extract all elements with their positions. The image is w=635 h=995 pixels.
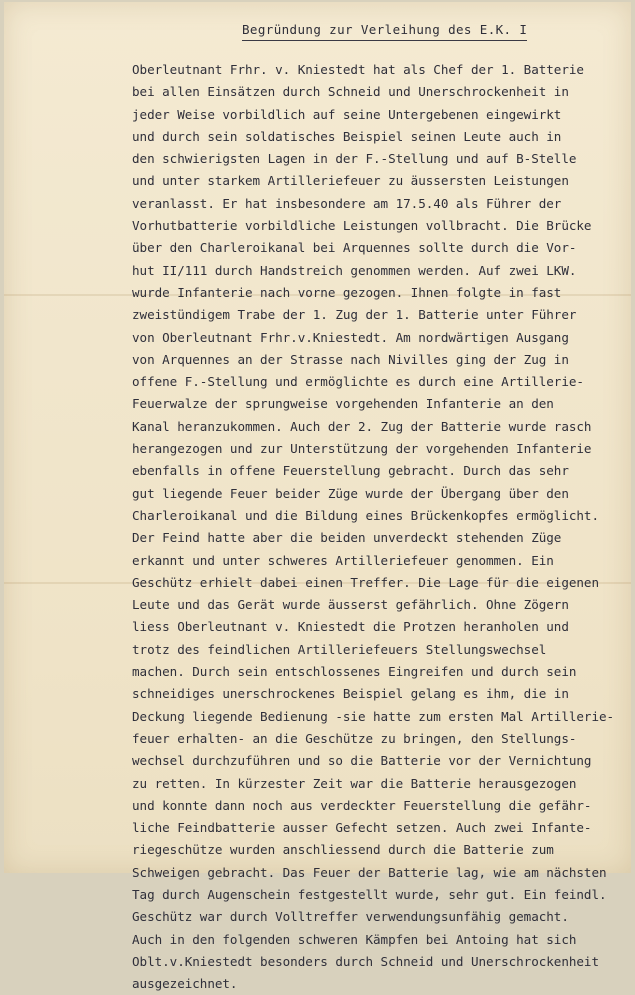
text-line: Oberleutnant Frhr. v. Kniestedt hat als Chef der 1. Batterie	[132, 62, 584, 77]
text-line: Geschütz erhielt dabei einen Treffer. Die Lage für die eigenen	[132, 574, 599, 590]
text-line: ausgezeichnet.	[132, 976, 238, 992]
text-line: Vorhutbatterie vorbildliche Leistungen vollbracht. Die Brücke	[132, 218, 592, 234]
text-line: veranlasst. Er hat insbesondere am 17.5.40 als Führer der	[132, 195, 562, 211]
text-line: machen. Durch sein entschlossenes Eingreifen und durch sein	[132, 664, 577, 680]
text-line: und unter starkem Artilleriefeuer zu äussersten Leistungen	[132, 173, 569, 189]
document-page	[4, 2, 631, 992]
text-line: zweistündigem Trabe der 1. Zug der 1. Batterie unter Führer	[132, 307, 577, 323]
text-line: wurde Infanterie nach vorne gezogen. Ihnen folgte in fast	[132, 284, 562, 300]
text-line: schneidiges unerschrockenes Beispiel gelang es ihm, die in	[132, 686, 569, 702]
text-line: herangezogen und zur Unterstützung der vorgehenden Infanterie	[132, 441, 592, 457]
text-line: erkannt und unter schweres Artilleriefeuer genommen. Ein	[132, 552, 554, 568]
text-line: feuer erhalten- an die Geschütze zu bringen, den Stellungs-	[132, 730, 577, 746]
text-line: offene F.-Stellung und ermöglichte es durch eine Artillerie-	[132, 374, 584, 390]
document-heading: Begründung zur Verleihung des E.K. I	[242, 22, 527, 41]
text-line: Charleroikanal und die Bildung eines Brückenkopfes ermöglicht.	[132, 507, 599, 523]
text-line: und konnte dann noch aus verdeckter Feuerstellung die gefähr-	[132, 797, 592, 813]
text-line: Schweigen gebracht. Das Feuer der Batterie lag, wie am nächsten	[132, 864, 607, 880]
text-line: Deckung liegende Bedienung -sie hatte zum ersten Mal Artillerie-	[132, 708, 615, 724]
document-body	[132, 59, 628, 995]
text-line: liche Feindbatterie ausser Gefecht setzen. Auch zwei Infante-	[132, 820, 592, 836]
text-line: trotz des feindlichen Artilleriefeuers Stellungswechsel	[132, 641, 547, 657]
text-line: und durch sein soldatisches Beispiel seinen Leute auch in	[132, 128, 562, 144]
text-line: von Oberleutnant Frhr.v.Kniestedt. Am nordwärtigen Ausgang	[132, 329, 569, 345]
text-line: hut II/111 durch Handstreich genommen werden. Auf zwei LKW.	[132, 262, 577, 278]
text-line: Tag durch Augenschein festgestellt wurde, sehr gut. Ein feindl.	[132, 886, 607, 902]
text-line: Feuerwalze der sprungweise vorgehenden Infanterie an den	[132, 396, 554, 412]
text-line: ebenfalls in offene Feuerstellung gebracht. Durch das sehr	[132, 463, 569, 479]
text-line: Auch in den folgenden schweren Kämpfen bei Antoing hat sich	[132, 931, 577, 947]
text-line: bei allen Einsätzen durch Schneid und Unerschrockenheit in	[132, 84, 569, 100]
text-line: Geschütz war durch Volltreffer verwendungsunfähig gemacht.	[132, 909, 569, 925]
text-line: über den Charleroikanal bei Arquennes sollte durch die Vor-	[132, 240, 577, 256]
text-line: zu retten. In kürzester Zeit war die Batterie herausgezogen	[132, 775, 577, 791]
text-line: Leute und das Gerät wurde äusserst gefährlich. Ohne Zögern	[132, 597, 569, 613]
text-line: gut liegende Feuer beider Züge wurde der Übergang über den	[132, 485, 569, 501]
text-line: liess Oberleutnant v. Kniestedt die Protzen heranholen und	[132, 619, 569, 635]
text-line: Der Feind hatte aber die beiden unverdeckt stehenden Züge	[132, 530, 562, 546]
text-line: Kanal heranzukommen. Auch der 2. Zug der Batterie wurde rasch	[132, 418, 592, 434]
text-line: den schwierigsten Lagen in der F.-Stellung und auf B-Stelle	[132, 151, 577, 167]
text-line: riegeschütze wurden anschliessend durch die Batterie zum	[132, 842, 554, 858]
text-line: von Arquennes an der Strasse nach Nivilles ging der Zug in	[132, 351, 569, 367]
text-line: jeder Weise vorbildlich auf seine Untergebenen eingewirkt	[132, 106, 562, 122]
text-line: wechsel durchzuführen und so die Batterie vor der Vernichtung	[132, 753, 592, 769]
text-line: Oblt.v.Kniestedt besonders durch Schneid und Unerschrockenheit	[132, 953, 599, 969]
